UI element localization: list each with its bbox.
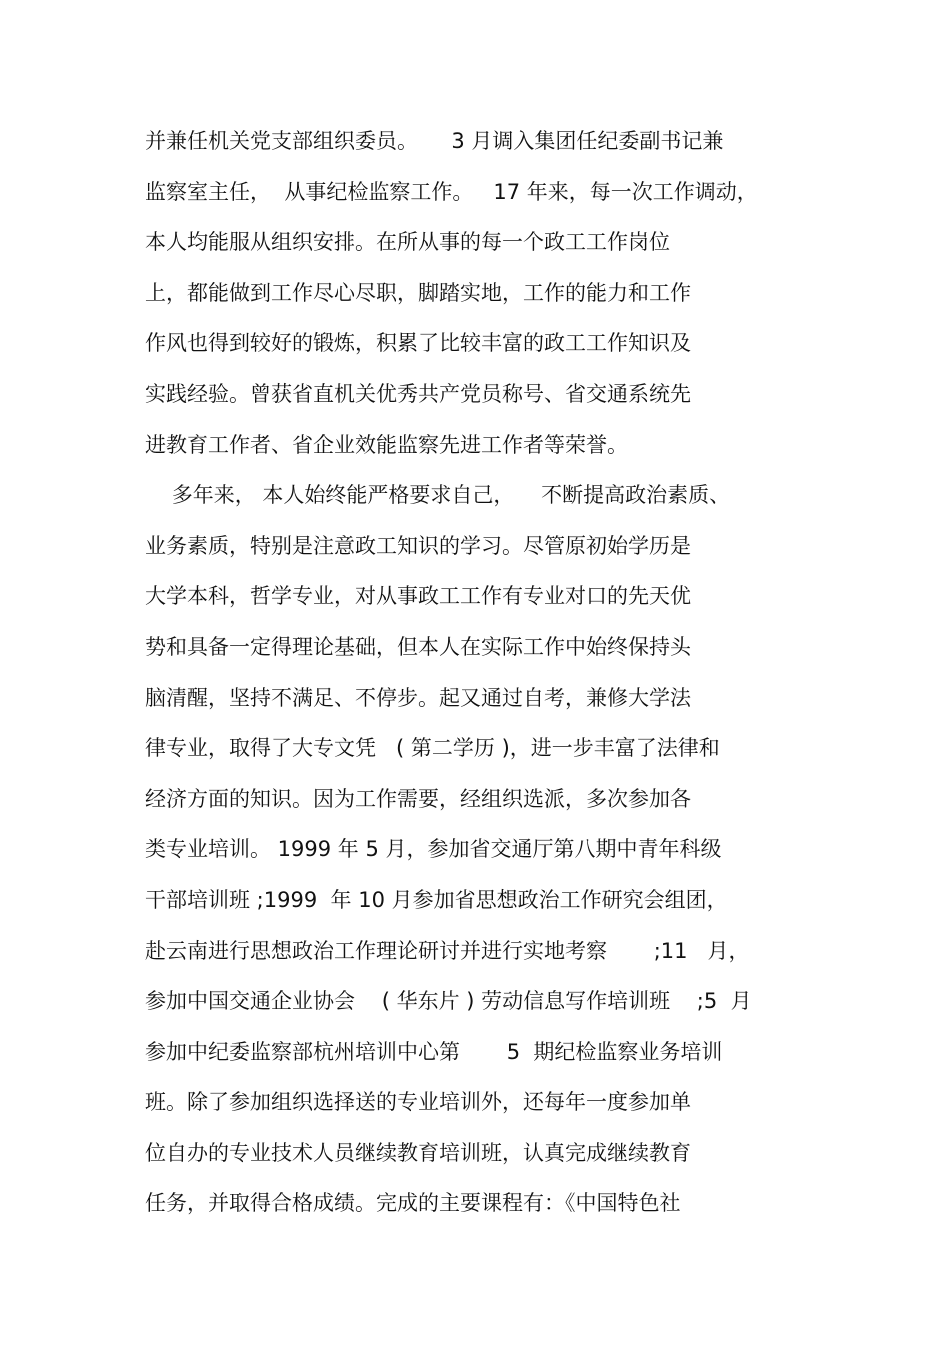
text-line: 赴云南进行思想政治工作理论研讨并进行实地考察 ;11 月， xyxy=(145,938,750,963)
text-line: 业务素质，特别是注意政工知识的学习。尽管原初始学历是 xyxy=(145,533,691,558)
text-line: 参加中纪委监察部杭州培训中心第 5 期纪检监察业务培训 xyxy=(145,1039,723,1064)
paragraph-start-line: 多年来， 本人始终能严格要求自己， 不断提高政治素质、 xyxy=(145,483,731,508)
text-line: 经济方面的知识。因为工作需要，经组织选派，多次参加各 xyxy=(145,786,691,811)
text-line: 监察室主任， 从事纪检监察工作。 17 年来，每一次工作调动， xyxy=(145,179,758,204)
body-text xyxy=(145,122,825,1235)
text-line: 班。除了参加组织选择送的专业培训外，还每年一度参加单 xyxy=(145,1090,691,1115)
text-line: 参加中国交通企业协会 ( 华东片 ) 劳动信息写作培训班 ;5 月 xyxy=(145,989,752,1014)
text-line: 进教育工作者、省企业效能监察先进工作者等荣誉。 xyxy=(145,432,628,457)
text-line: 上，都能做到工作尽心尽职，脚踏实地，工作的能力和工作 xyxy=(145,280,691,305)
text-line: 大学本科，哲学专业，对从事政工工作有专业对口的先天优 xyxy=(145,584,691,609)
text-line: 并兼任机关党支部组织委员。 3 月调入集团任纪委副书记兼 xyxy=(145,129,724,153)
text-line: 作风也得到较好的锻炼，积累了比较丰富的政工工作知识及 xyxy=(145,331,691,356)
text-line: 脑清醒，坚持不满足、不停步。起又通过自考，兼修大学法 xyxy=(145,685,691,710)
text-line: 实践经验。曾获省直机关优秀共产党员称号、省交通系统先 xyxy=(145,381,691,406)
text-line: 势和具备一定得理论基础，但本人在实际工作中始终保持头 xyxy=(145,634,691,659)
text-line: 任务，并取得合格成绩。完成的主要课程有：《中国特色社 xyxy=(145,1191,681,1216)
text-line: 本人均能服从组织安排。在所从事的每一个政工工作岗位 xyxy=(145,230,670,255)
text-line: 干部培训班 ;1999 年 10 月参加省思想政治工作研究会组团， xyxy=(145,887,728,912)
text-line: 位自办的专业技术人员继续教育培训班，认真完成继续教育 xyxy=(145,1140,691,1165)
text-line: 律专业，取得了大专文凭 ( 第二学历 )，进一步丰富了法律和 xyxy=(145,736,720,761)
text-line: 类专业培训。 1999 年 5 月，参加省交通厅第八期中青年科级 xyxy=(145,837,722,862)
